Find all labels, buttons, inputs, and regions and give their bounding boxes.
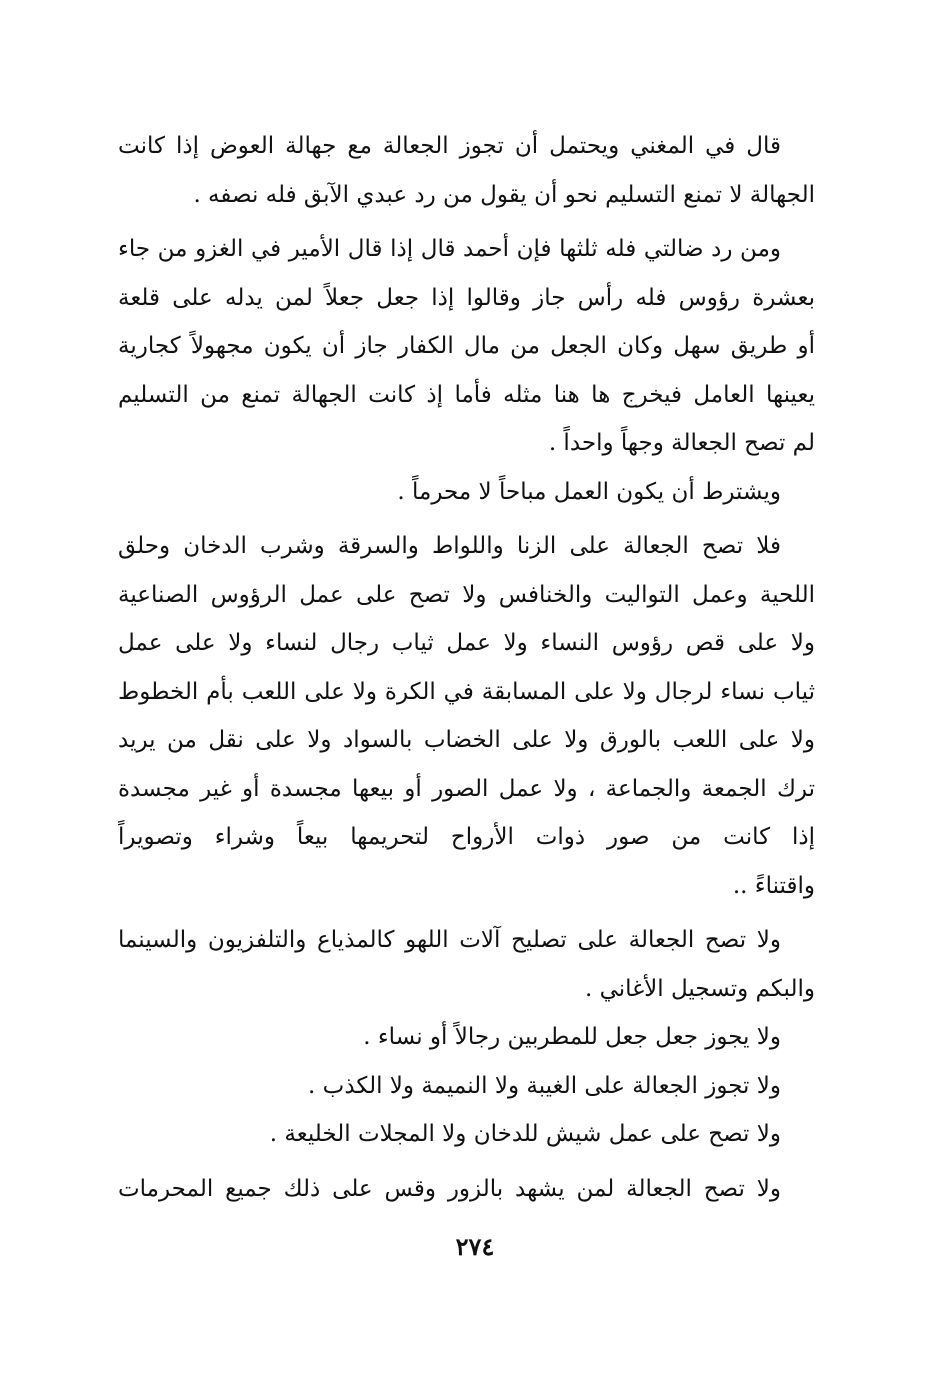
text-line-10: اللحية وعمل التواليت والخنافس ولا تصح على عمل الرؤوس الصناعية (118, 581, 815, 608)
text-line-11: ولا على قص رؤوس النساء ولا عمل ثياب رجال لنساء ولا على عمل (118, 630, 815, 656)
text-line-19: ولا يجوز جعل جعل للمطربين رجالاً أو نساء . (363, 1024, 781, 1050)
text-line-1: قال في المغني ويحتمل أن تجوز الجعالة مع جهالة العوض إذا كانت (118, 133, 781, 159)
text-line-18: والبكم وتسجيل الأغاني . (584, 975, 815, 1002)
text-line-17: ولا تصح الجعالة على تصليح آلات اللهو كالمذياع والتلفزيون والسينما (118, 927, 781, 953)
text-line-8: ويشترط أن يكون العمل مباحاً لا محرماً . (397, 478, 781, 505)
text-line-16: واقتناءً .. (732, 872, 815, 899)
text-line-5: أو طريق سهل وكان الجعل من مال الكفار جاز أن يكون مجهولاً كجارية (118, 333, 815, 359)
text-line-15: إذا كانت من صور ذوات الأرواح لتحريمها بيعاً وشراء وتصويراً (118, 824, 815, 850)
text-line-6: يعينها العامل فيخرج ها هنا مثله فأما إذ كانت الجهالة تمنع من التسليم (118, 381, 815, 408)
text-line-13: ولا على اللعب بالورق ولا على الخضاب بالسواد ولا على نقل من يريد (118, 727, 815, 753)
page-number: ٢٧٤ (455, 1232, 495, 1261)
text-line-21: ولا تصح على عمل شيش للدخان ولا المجلات الخليعة . (269, 1121, 781, 1147)
text-line-14: ترك الجمعة والجماعة ، ولا عمل الصور أو بيعها مجسدة أو غير مجسدة (118, 775, 815, 802)
text-line-7: لم تصح الجعالة وجهاً واحداً . (548, 430, 815, 456)
text-line-3: ومن رد ضالتي فله ثلثها فإن أحمد قال إذا قال الأمير في الغزو من جاء (118, 236, 781, 262)
text-line-20: ولا تجوز الجعالة على الغيبة ولا النميمة ولا الكذب . (308, 1072, 781, 1099)
text-line-2: الجهالة لا تمنع التسليم نحو أن يقول من رد عبدي الآبق فله نصفه . (193, 181, 815, 208)
text-line-4: بعشرة رؤوس فله رأس جاز وقالوا إذا جعل جعلاً لمن يدله على قلعة (118, 284, 815, 311)
text-line-22: ولا تصح الجعالة لمن يشهد بالزور وقس على ذلك جميع المحرمات (118, 1175, 781, 1202)
page-body (118, 122, 815, 1213)
text-line-9: فلا تصح الجعالة على الزنا واللواط والسرقة وشرب الدخان وحلق (118, 533, 781, 559)
text-line-12: ثياب نساء لرجال ولا على المسابقة في الكرة ولا على اللعب بأم الخطوط (118, 678, 815, 705)
